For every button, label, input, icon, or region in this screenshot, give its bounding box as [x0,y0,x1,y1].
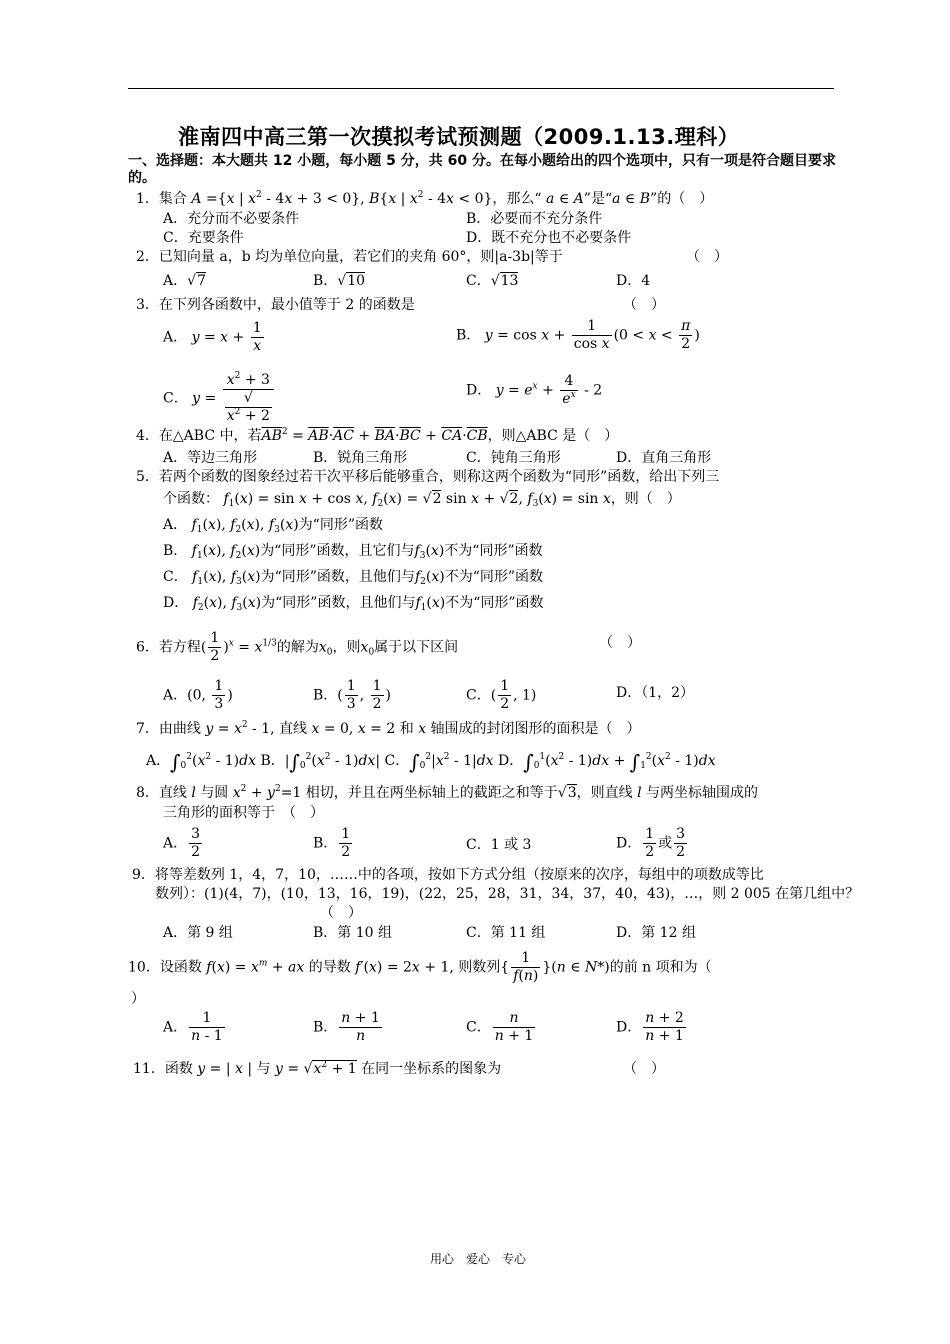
question-9-stem-line2: 数列）：(1)(4，7)，(10，13，16，19)，(22，25，28，31，34，37，40，43)，…，则 2 005 在第几组中？ [155,886,860,902]
question-5-option-b: B． $f_1(x)$, $f_2(x)$为“同形”函数，且它们与$f_3(x)$不为“同形”函数 [163,543,543,561]
question-8-option-b: B． $\frac{1}{2}$ [313,826,351,860]
question-10-option-a: A． $\frac{1}{n - 1}$ [163,1010,223,1044]
question-5-stem-line2: 个函数： $f_1(x) = \sin x + \cos x$, $f_2(x) = √2$ sin x + √2, $f_3(x) = \sin x$，则（ ） [163,491,681,509]
question-2-option-a: A．√7 [163,273,206,289]
question-11-answer-paren: （ ） [623,1061,665,1077]
question-7-stem: 7．由曲线 $y = x^2 - 1$, 直线 x = 0, x = 2 和 x 轴围成的封闭图形的面积是（ ） [136,720,641,737]
question-1-option-b: B．必要而不充分条件 [466,211,603,227]
question-3-option-b: B． y = cos x + $\frac{1}{\text{cos x}}$ (0 < x < $\frac{\pi}{2}$ ) [456,318,700,352]
header-rule [128,88,834,89]
question-10-option-b: B． $\frac{n + 1}{n}$ [313,1010,380,1044]
question-5-option-a: A． $f_1(x)$, $f_2(x)$, $f_3(x)$为“同形”函数 [163,517,384,535]
question-8-option-d: D． $\frac{1}{2}$ 或 $\frac{3}{2}$ [616,826,686,860]
question-6-option-b: B．( $\frac{1}{3}$ , $\frac{1}{2}$ ) [313,678,391,712]
question-3-option-c: C． y = $x^2 + 3$ √ $x^2 + 2$ [163,372,276,425]
question-11-stem: 11．函数 y = | x | 与 $y = √x^2 + 1$ 在同一坐标系的图象为 [133,1060,502,1077]
question-4-option-c: C．钝角三角形 [466,450,561,466]
question-10-option-d: D． $\frac{n + 2}{n + 1}$ [616,1010,684,1044]
question-6-option-a: A．(0, $\frac{1}{3}$ ) [163,678,233,712]
question-4-option-d: D．直角三角形 [616,450,712,466]
question-8-option-c: C．1 或 3 [466,837,532,853]
question-8-option-a: A． $\frac{3}{2}$ [163,826,201,860]
question-3-option-d: D． $y = e^x$ + $\frac{4}{e^x}$ - 2 [466,373,603,407]
question-7-options: A．$\int_0^2(x^2 - 1)dx$ B．$|\int_0^2(x^2 - 1)dx|$ C．$\int_0^2|x^2 - 1|dx$ D．$\int_0^1(x^2 - 1)dx + \int_1^2(x^2 - 1)dx$ [146,750,716,774]
question-10-stem-close: ） [131,991,145,1007]
section-heading: 一、选择题：本大题共 12 小题，每小题 5 分，共 60 分。在每小题给出的四个选项中，只有一项是符合题目要求的。 [128,153,836,186]
question-2-option-d: D．4 [616,273,651,289]
question-9-option-a: A．第 9 组 [163,925,233,941]
question-4-option-b: B．锐角三角形 [313,450,408,466]
page-title: 淮南四中高三第一次摸拟考试预测题（2009.1.13.理科） [178,125,740,149]
question-1-option-c: C．充要条件 [163,230,244,246]
question-1-option-a: A．充分而不必要条件 [163,211,300,227]
question-9-option-b: B．第 10 组 [313,925,393,941]
question-5-stem-line1: 5．若两个函数的图象经过若干次平移后能够重合，则称这两个函数为“同形”函数，给出下列三 [136,469,720,485]
question-5-option-d: D． $f_2(x)$, $f_3(x)$为“同形”函数，且他们与$f_1(x)$不为“同形”函数 [163,595,544,613]
question-6-option-d: D．（1，2） [616,685,695,701]
question-10-option-c: C． $\frac{n}{n + 1}$ [466,1010,534,1044]
question-6-stem: 6．若方程( $\frac{1}{2}$ )$^x = x^{1/3}$的解为$x_0$，则$x_0$属于以下区间 [136,630,459,664]
question-1-stem: 1．集合 A ={x | $x^2 - 4x + 3 < 0$}, B{x | $x^2 - 4x < 0$}，那么“ a ∈ A”是“a ∈ B”的（ ） [136,190,714,207]
question-2-answer-paren: （ ） [686,249,728,265]
question-2-option-b: B．√10 [313,273,366,289]
question-1-option-d: D．既不充分也不必要条件 [466,230,632,246]
question-9-stem-line1: 9．将等差数列 1，4，7，10，……中的各项，按如下方式分组（按原来的次序，每组中的项数成等比 [132,867,764,883]
question-6-answer-paren: （ ） [599,635,641,651]
question-6-option-c: C．( $\frac{1}{2}$ , 1) [466,678,537,712]
question-9-option-c: C．第 11 组 [466,925,546,941]
question-4-stem: 4．在△ABC 中，若$\overline{AB}^2 = \overline{AB}\cdot\overline{AC} + \overline{BA}\cdot\overline{BC} + \overline{CA}\cdot\overline{CB}$，则△ABC 是（ ） [136,427,619,444]
question-4-option-a: A．等边三角形 [163,450,258,466]
page-footer: 用心 爱心 专心 [430,1252,527,1266]
question-2-option-c: C．√13 [466,273,519,289]
question-10-stem: 10．设函数 $f(x) = x^m$ + ax 的导数 f′(x) = 2x + 1, 则数列{ $\frac{1}{f(n)}$ }(n ∈ N*)的前 n 项和为（ [128,950,712,984]
question-2-stem: 2．已知向量 a，b 均为单位向量，若它们的夹角 60°，则|a-3b|等于 [136,249,563,265]
question-5-option-c: C． $f_1(x)$, $f_3(x)$为“同形”函数，且他们与$f_2(x)$不为“同形”函数 [163,569,544,587]
question-9-answer-paren: （ ） [320,905,362,921]
question-3-option-a: A． y = x + $\frac{1}{x}$ [163,320,262,354]
question-3-answer-paren: （ ） [623,297,665,313]
question-8-stem-line2: 三角形的面积等于 （ ） [163,805,324,821]
question-3-stem: 3．在下列各函数中，最小值等于 2 的函数是 [136,297,415,313]
question-9-option-d: D．第 12 组 [616,925,696,941]
question-8-stem-line1: 8．直线 l 与圆 $x^2 + y^2=1$ 相切，并且在两坐标轴上的截距之和等于√3，则直线 l 与两坐标轴围成的 [136,784,759,801]
